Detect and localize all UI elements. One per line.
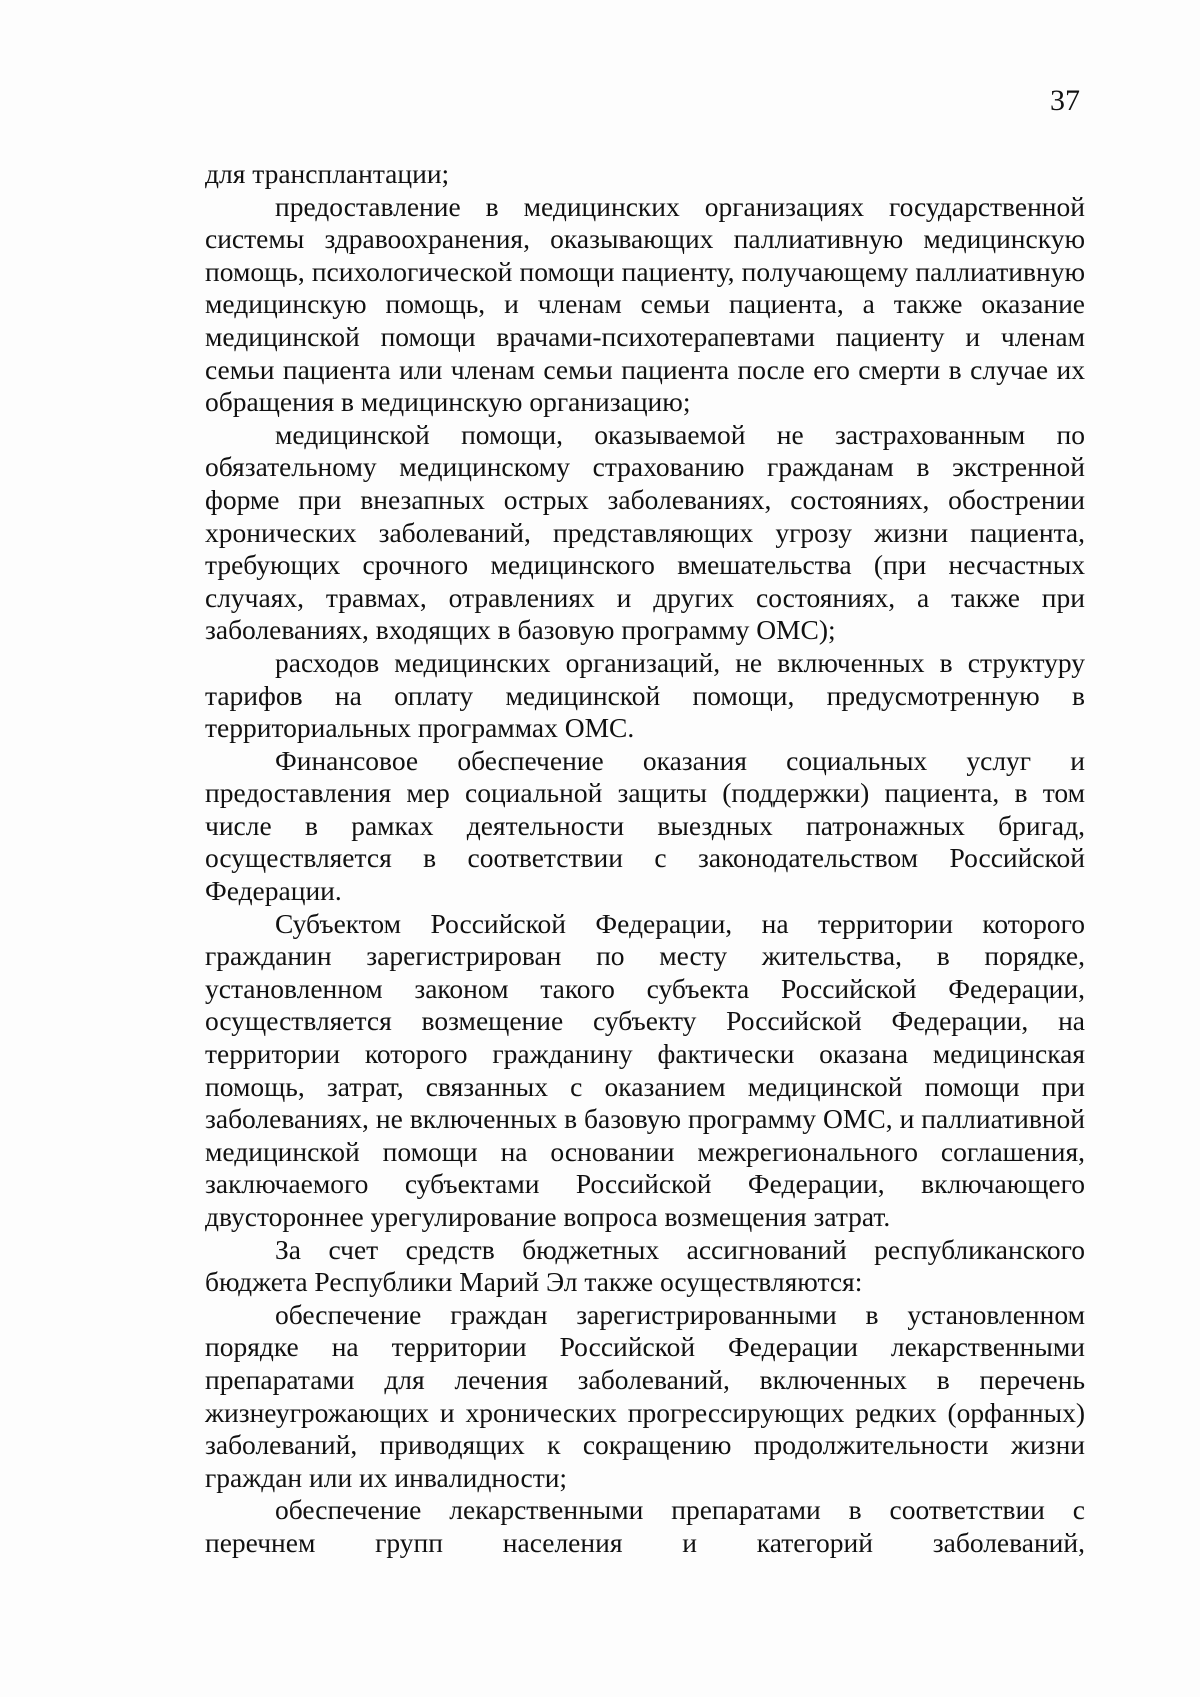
paragraph: обеспечение граждан зарегистрированными в установленном порядке на территории Российской Федерации лекарственными препаратами для лечения заболеваний, включенных в перечень жизнеугрожающих и хронических прогрессирующих редких (орфанных) заболеваний, приводящих к сокращению продолжительности жизни граждан или их инвалидности;	[205, 1298, 1085, 1493]
paragraph: Финансовое обеспечение оказания социальных услуг и предоставления мер социальной защиты (поддержки) пациента, в том числе в рамках деятельности выездных патронажных бригад, осуществляется в соответствии с законодательством Российской Федерации.	[205, 744, 1085, 907]
paragraph: За счет средств бюджетных ассигнований республиканского бюджета Республики Марий Эл также осуществляются:	[205, 1233, 1085, 1298]
paragraph: медицинской помощи, оказываемой не застрахованным по обязательному медицинскому страхованию гражданам в экстренной форме при внезапных острых заболеваниях, состояниях, обострении хронических заболеваний, представляющих угрозу жизни пациента, требующих срочного медицинского вмешательства (при несчастных случаях, травмах, отравлениях и других состояниях, а также при заболеваниях, входящих в базовую программу ОМС);	[205, 418, 1085, 646]
paragraph: расходов медицинских организаций, не включенных в структуру тарифов на оплату медицинской помощи, предусмотренную в территориальных программах ОМС.	[205, 646, 1085, 744]
page-number: 37	[1050, 84, 1080, 117]
paragraph: предоставление в медицинских организациях государственной системы здравоохранения, оказывающих паллиативную медицинскую помощь, психологической помощи пациенту, получающему паллиативную медицинскую помощь, и членам семьи пациента, а также оказание медицинской помощи врачами-психотерапевтами пациенту и членам семьи пациента или членам семьи пациента после его смерти в случае их обращения в медицинскую организацию;	[205, 190, 1085, 418]
document-body	[205, 158, 1085, 1560]
paragraph: Субъектом Российской Федерации, на территории которого гражданин зарегистрирован по месту жительства, в порядке, установленном законом такого субъекта Российской Федерации, осуществляется возмещение субъекту Российской Федерации, на территории которого гражданину фактически оказана медицинская помощь, затрат, связанных с оказанием медицинской помощи при заболеваниях, не включенных в базовую программу ОМС, и паллиативной медицинской помощи на основании межрегионального соглашения, заключаемого субъектами Российской Федерации, включающего двустороннее урегулирование вопроса возмещения затрат.	[205, 907, 1085, 1232]
paragraph: обеспечение лекарственными препаратами в соответствии с перечнем групп населения и категорий заболеваний,	[205, 1494, 1085, 1558]
paragraph: для трансплантации;	[205, 158, 450, 189]
